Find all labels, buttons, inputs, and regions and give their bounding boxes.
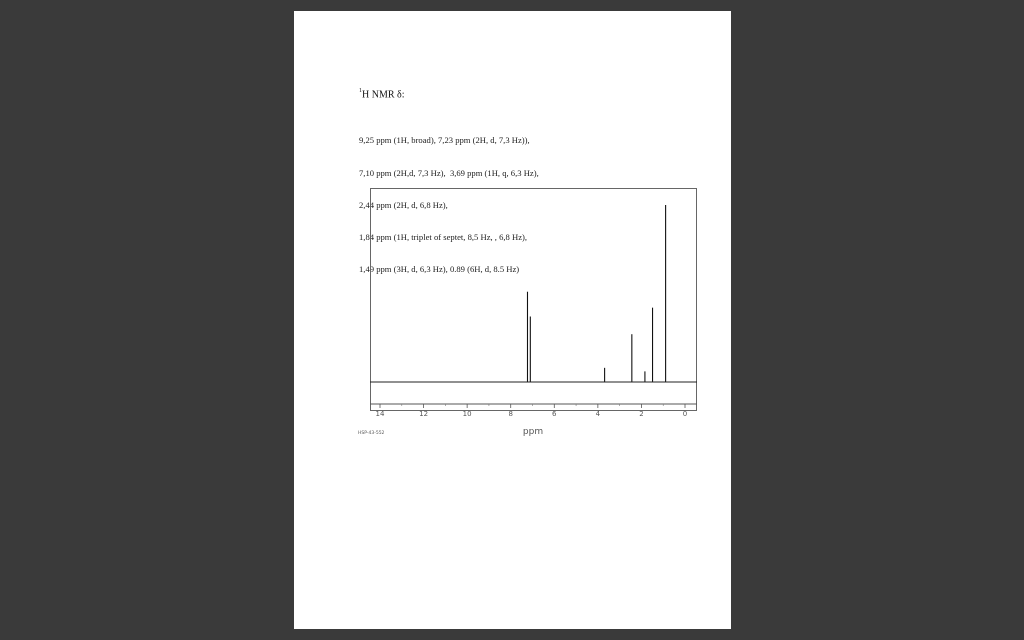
nmr-data-line: 2,44 ppm (2H, d, 6,8 Hz), (359, 199, 448, 210)
x-axis-label: ppm (522, 427, 544, 437)
nmr-data-line: 9,25 ppm (1H, broad), 7,23 ppm (2H, d, 7,3 Hz)), (359, 135, 530, 146)
x-tick-label: 14 (375, 410, 385, 418)
nmr-spectrum-chart (294, 11, 731, 629)
nmr-title-text: H NMR δ: (362, 89, 405, 101)
nmr-data-line: 7,10 ppm (2H,d, 7,3 Hz), 3,69 ppm (1H, q, 6,3 Hz), (359, 167, 539, 178)
nmr-data-line: 1,49 ppm (3H, d, 6,3 Hz), 0.89 (6H, d, 8.5 Hz) (359, 263, 520, 274)
sample-id-label: HSP-43-552 (358, 431, 385, 436)
nucleus-superscript: 1 (359, 88, 362, 94)
x-tick-label: 10 (462, 410, 472, 418)
x-tick-label: 2 (639, 410, 644, 418)
document-page (294, 11, 731, 629)
x-tick-label: 0 (682, 410, 688, 418)
x-tick-label: 4 (595, 410, 601, 418)
x-tick-label: 6 (552, 410, 557, 418)
x-tick-label: 12 (419, 410, 429, 418)
x-tick-label: 8 (508, 410, 513, 418)
nmr-data-line: 1,84 ppm (1H, triplet of septet, 8,5 Hz, , 6,8 Hz), (359, 231, 528, 242)
